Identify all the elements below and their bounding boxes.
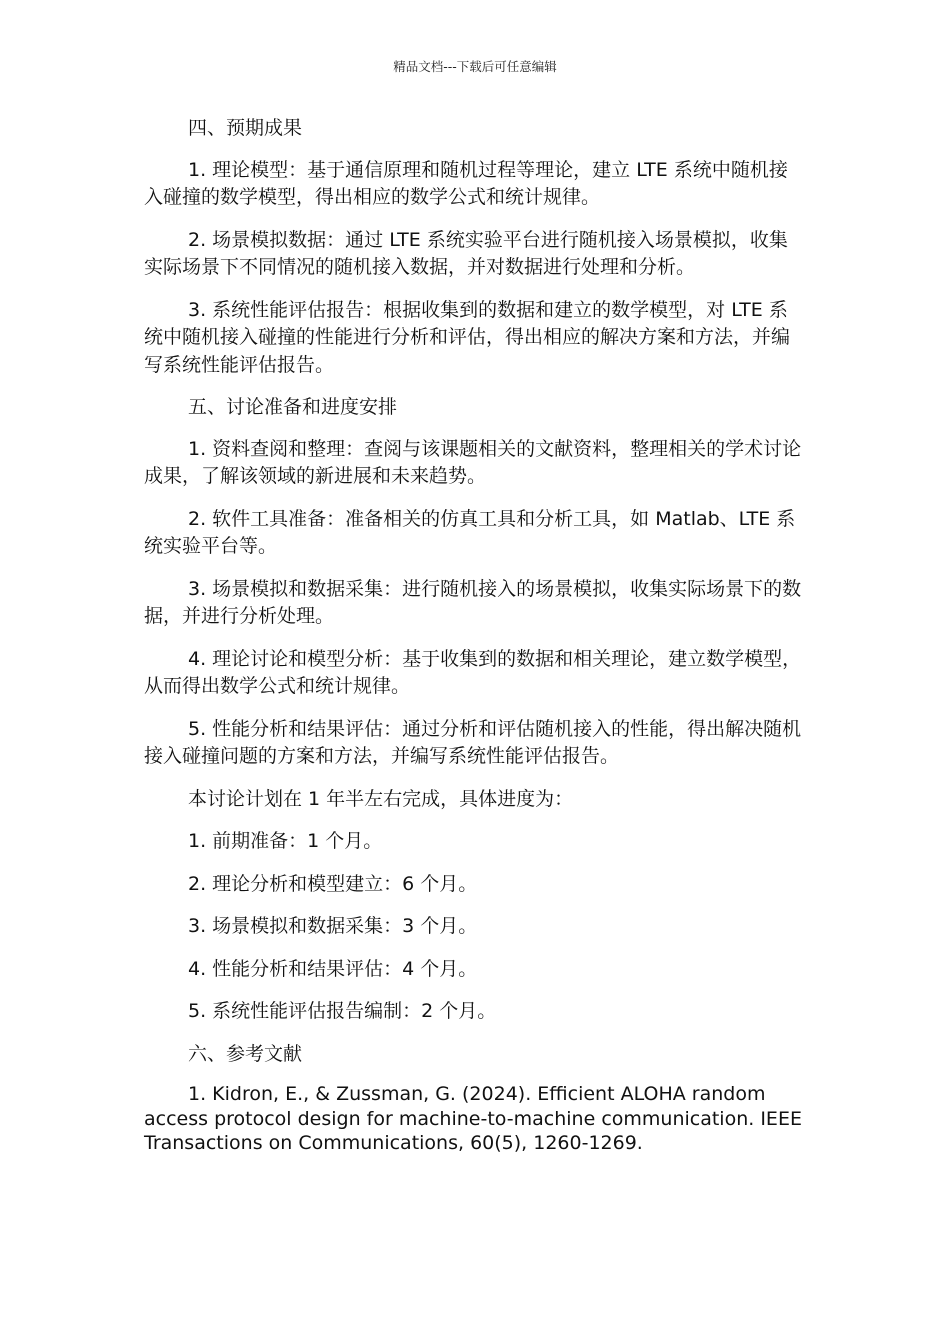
- document-body: [144, 115, 804, 1156]
- paragraph-performance-report: 3. 系统性能评估报告：根据收集到的数据和建立的数学模型，对 LTE 系统中随机接入碰撞的性能进行分析和评估，得出相应的解决方案和方法，并编写系统性能评估报告。: [144, 298, 791, 376]
- schedule-item-4: 4. 性能分析和结果评估：4 个月。: [188, 957, 478, 980]
- paragraph-plan-summary: 本讨论计划在 1 年半左右完成，具体进度为：: [188, 787, 574, 810]
- paragraph-theory-analysis: 4. 理论讨论和模型分析：基于收集到的数据和相关理论，建立数学模型，从而得出数学公式和统计规律。: [144, 647, 802, 697]
- reference-item: 1. Kidron, E., & Zussman, G. (2024). Efficient ALOHA random access protocol design for machine-to-machine communication. IEEE Transactions on Communications, 60(5), 1260-1269.: [144, 1083, 802, 1154]
- paragraph-performance-evaluation: 5. 性能分析和结果评估：通过分析和评估随机接入的性能，得出解决随机接入碰撞问题的方案和方法，并编写系统性能评估报告。: [144, 717, 802, 767]
- paragraph-literature-review: 1. 资料查阅和整理：查阅与该课题相关的文献资料，整理相关的学术讨论成果，了解该领域的新进展和未来趋势。: [144, 437, 802, 487]
- schedule-item-3: 3. 场景模拟和数据采集：3 个月。: [188, 915, 478, 937]
- page-header: 精品文档---下载后可任意编辑: [393, 59, 557, 74]
- paragraph-theory-model: 1. 理论模型：基于通信原理和随机过程等理论，建立 LTE 系统中随机接入碰撞的数学模型，得出相应的数学公式和统计规律。: [144, 158, 788, 208]
- paragraph-scenario-data: 2. 场景模拟数据：通过 LTE 系统实验平台进行随机接入场景模拟，收集实际场景下不同情况的随机接入数据，并对数据进行处理和分析。: [144, 228, 788, 278]
- schedule-item-5: 5. 系统性能评估报告编制：2 个月。: [188, 1000, 497, 1022]
- paragraph-software-tools: 2. 软件工具准备：准备相关的仿真工具和分析工具，如 Matlab、LTE 系统实验平台等。: [144, 507, 796, 557]
- schedule-item-2: 2. 理论分析和模型建立：6 个月。: [188, 872, 478, 895]
- section-heading-references: 六、参考文献: [188, 1042, 303, 1065]
- paragraph-scenario-simulation: 3. 场景模拟和数据采集：进行随机接入的场景模拟，收集实际场景下的数据，并进行分析处理。: [144, 577, 802, 627]
- section-heading-expected-results: 四、预期成果: [188, 117, 303, 139]
- schedule-item-1: 1. 前期准备：1 个月。: [188, 830, 383, 852]
- section-heading-preparation-schedule: 五、讨论准备和进度安排: [188, 396, 398, 418]
